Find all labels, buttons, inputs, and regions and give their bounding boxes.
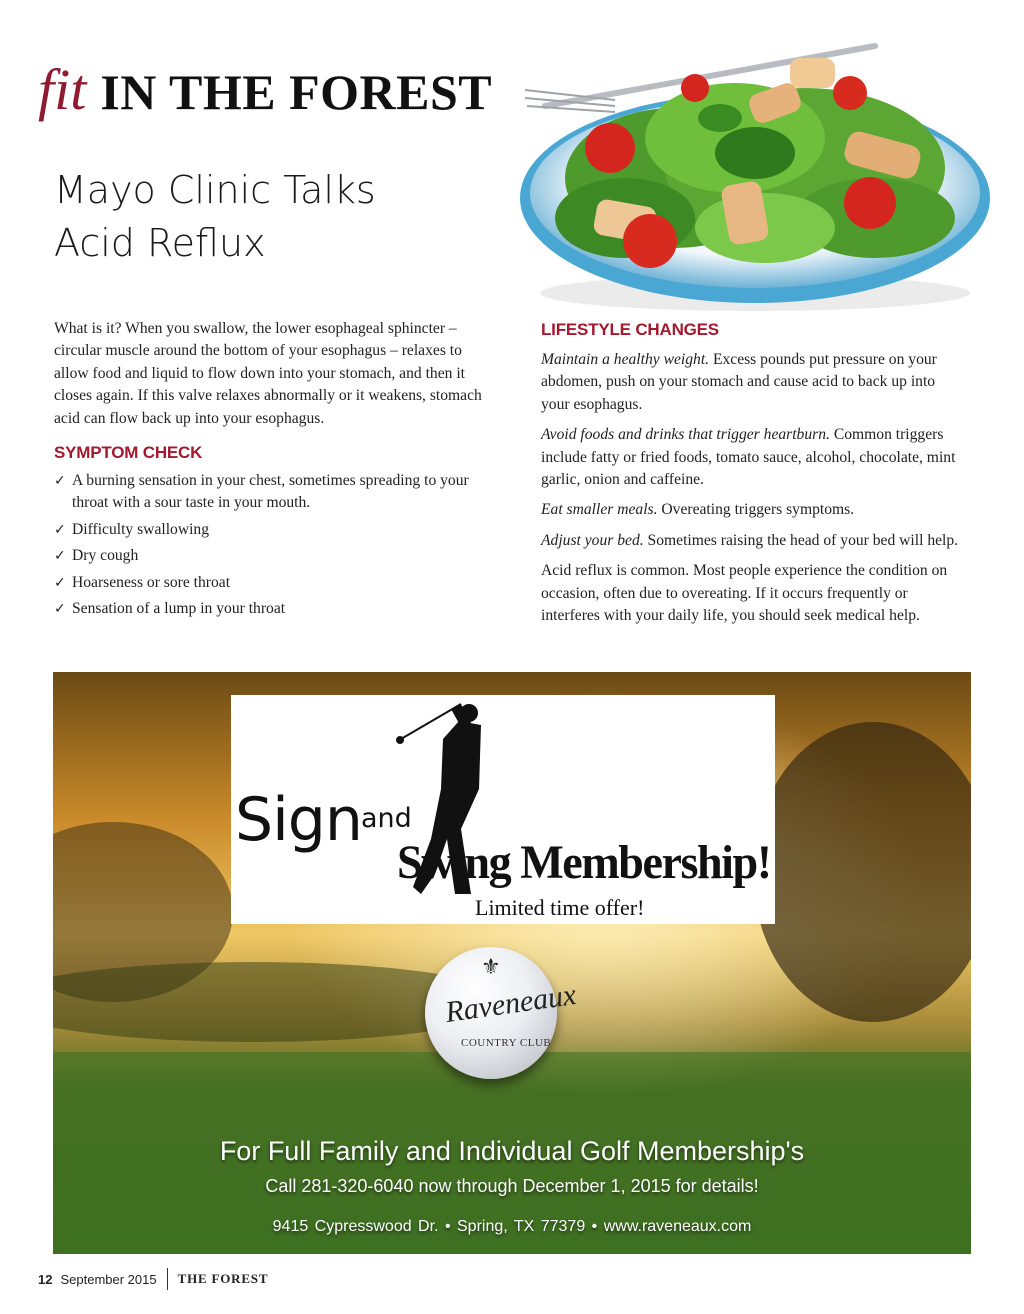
check-icon: ✓ [54, 601, 66, 618]
fleur-de-lis-icon: ⚜ [481, 955, 501, 980]
headline-line-1: Mayo Clinic Talks [54, 168, 376, 212]
publication-name: THE FOREST [177, 1271, 269, 1286]
fit-label: fit [38, 57, 87, 122]
golf-ball-logo [425, 947, 579, 1079]
ball-brand: Raveneaux [443, 978, 579, 1030]
limited-offer-text: Limited time offer! [475, 895, 645, 920]
golf-advertisement [53, 672, 971, 1254]
list-item: ✓ Hoarseness or sore throat [54, 572, 494, 594]
page-number: 12 [38, 1271, 53, 1287]
lifestyle-paragraph: Acid reflux is common. Most people experience the condition on occasion, often due to overeating. If it occurs frequently or interferes with your daily life, you should seek medical help. [541, 562, 948, 625]
footer-divider [167, 1268, 168, 1290]
ball-subtitle: COUNTRY CLUB [461, 1037, 552, 1049]
check-icon: ✓ [54, 548, 66, 565]
lifestyle-changes-heading: LIFESTYLE CHANGES [541, 320, 719, 339]
page-footer [38, 1268, 268, 1290]
ad-address: 9415 Cypresswood Dr. • Spring, TX 77379 • www.raveneaux.com [272, 1218, 752, 1235]
issue-date: September 2015 [60, 1271, 157, 1287]
lifestyle-content [541, 349, 961, 635]
lifestyle-paragraph: Maintain a healthy weight. Excess pounds put pressure on your abdomen, push on your stomach and cause acid to back up into your esophagus. [541, 351, 937, 413]
lifestyle-paragraph: Eat smaller meals. Overeating triggers symptoms. [541, 501, 855, 519]
sign-text: Sign [235, 785, 362, 855]
ad-headline: For Full Family and Individual Golf Membership's [219, 1136, 805, 1166]
article-headline [54, 164, 376, 270]
lifestyle-paragraph: Adjust your bed. Sometimes raising the head of your bed will help. [541, 531, 959, 549]
list-item: ✓ Sensation of a lump in your throat [54, 598, 494, 620]
headline-line-2: Acid Reflux [54, 221, 266, 265]
intro-paragraph: What is it? When you swallow, the lower esophageal sphincter – circular muscle around the bottom of your esophagus – relaxes to allow food and liquid to flow down into your stomach, and then it closes again. If this valve relaxes abnormally or it weakens, stomach acid can flow back up into your esophagus. [54, 320, 482, 427]
symptom-check-heading: SYMPTOM CHECK [54, 443, 203, 462]
section-title: IN THE FOREST [100, 64, 493, 120]
salad-image [505, 28, 1005, 318]
swing-membership-text: Swing Membership! [397, 836, 771, 889]
symptom-list [54, 470, 494, 624]
list-item: ✓ A burning sensation in your chest, sometimes spreading to your throat with a sour taste in your mouth. [54, 472, 469, 512]
ad-call-to-action: Call 281-320-6040 now through December 1, 2015 for details! [265, 1176, 759, 1196]
check-icon: ✓ [54, 521, 66, 538]
list-item: ✓ Dry cough [54, 545, 494, 567]
list-item: ✓ Difficulty swallowing [54, 519, 494, 541]
and-text: and [361, 803, 412, 834]
lifestyle-paragraph: Avoid foods and drinks that trigger heartburn. Common triggers include fatty or fried foods, tomato sauce, alcohol, chocolate, mint garlic, onion and caffeine. [541, 426, 956, 489]
check-icon: ✓ [54, 574, 66, 591]
promo-banner [231, 695, 775, 924]
check-icon: ✓ [54, 473, 66, 489]
section-header [38, 56, 492, 123]
